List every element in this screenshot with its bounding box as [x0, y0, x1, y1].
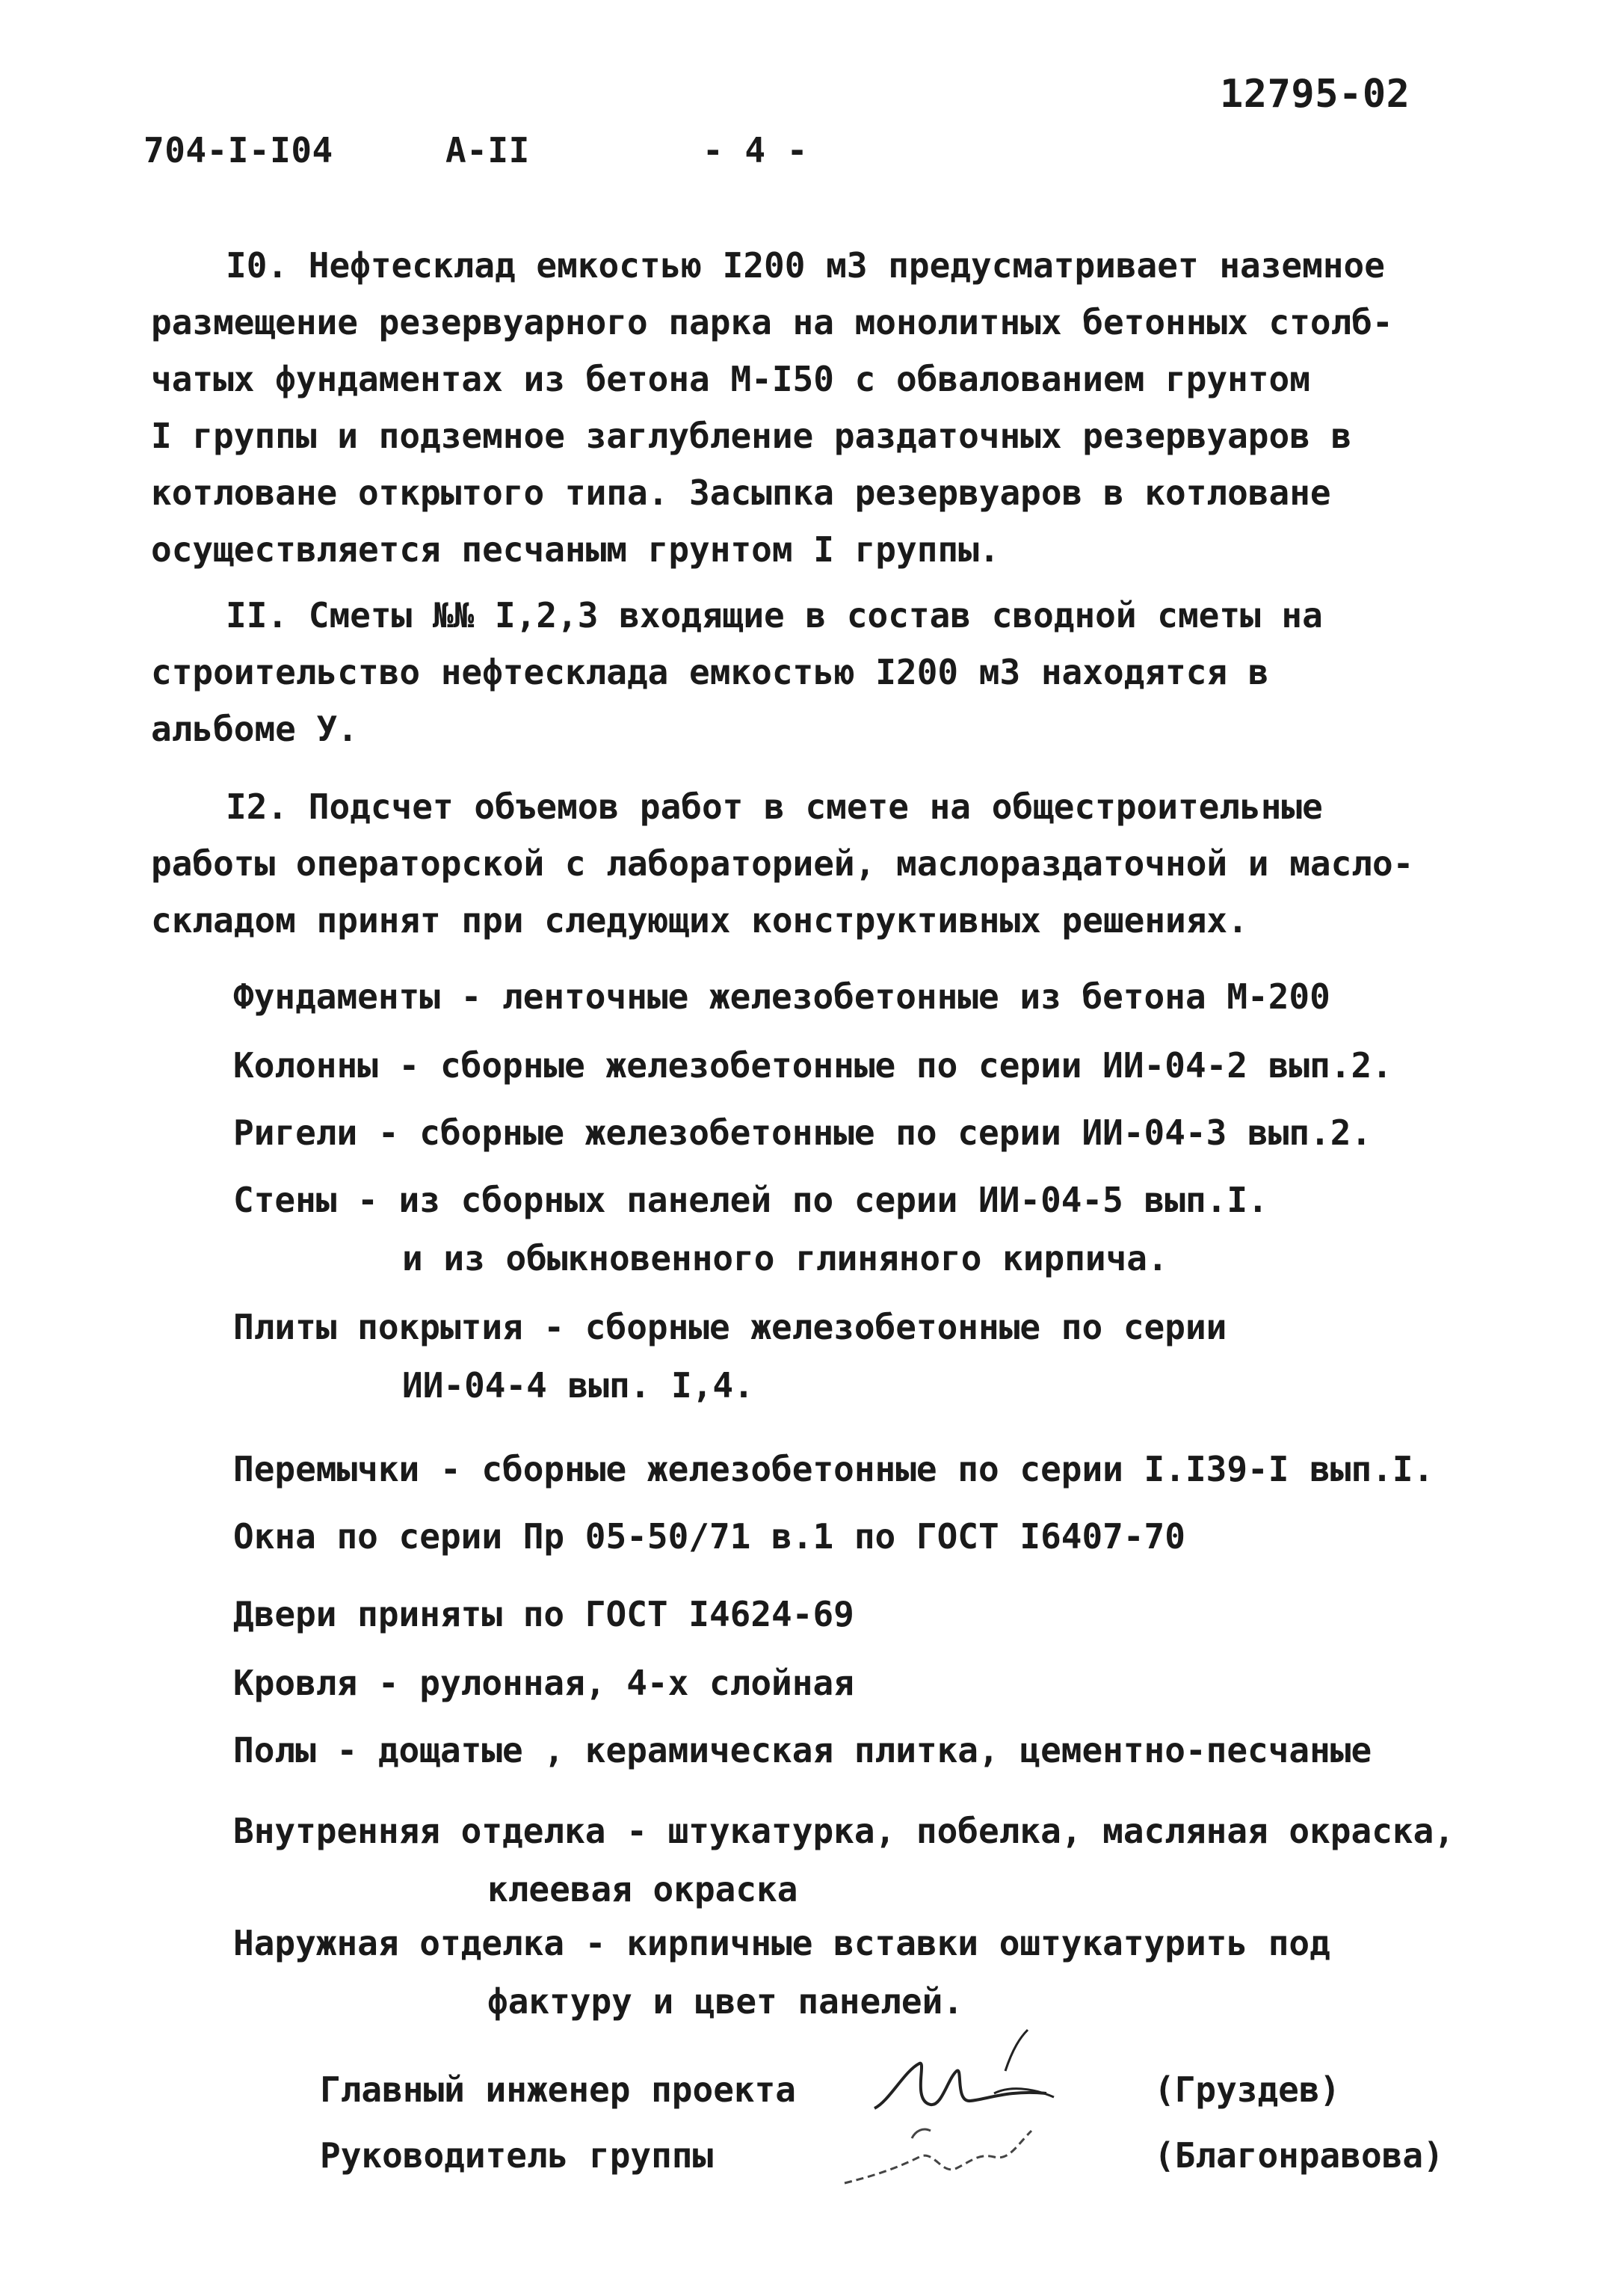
para12-line-1: I2. Подсчет объемов работ в смете на общестроительные	[226, 787, 1323, 827]
item-exterior-finish: Наружная отделка - кирпичные вставки оштукатурить под	[233, 1923, 1330, 1963]
item-walls-cont: и из обыкновенного глиняного кирпича.	[402, 1238, 1168, 1278]
item-slabs-cont: ИИ-04-4 вып. I,4.	[402, 1365, 754, 1406]
page-number: - 4 -	[703, 130, 808, 170]
item-girders: Ригели - сборные железобетонные по серии ИИ-04-3 вып.2.	[233, 1112, 1372, 1153]
group-leader-name: (Благонравова)	[1154, 2135, 1444, 2176]
para11-line-3: альбоме У.	[151, 709, 358, 749]
item-interior-finish: Внутренняя отделка - штукатурка, побелка, масляная окраска,	[233, 1811, 1454, 1851]
para11-line-1: II. Сметы №№ I,2,3 входящие в состав сводной сметы на	[226, 595, 1323, 635]
group-leader-signature	[830, 2116, 1054, 2198]
group-leader-title: Руководитель группы	[320, 2135, 714, 2176]
chief-engineer-name: (Груздев)	[1154, 2069, 1341, 2110]
chief-engineer-title: Главный инженер проекта	[320, 2069, 796, 2110]
item-columns: Колонны - сборные железобетонные по серии ИИ-04-2 вып.2.	[233, 1045, 1392, 1086]
item-walls: Стены - из сборных панелей по серии ИИ-04-5 вып.I.	[233, 1180, 1268, 1220]
para10-line-1: I0. Нефтесклад емкостью I200 м3 предусматривает наземное	[226, 245, 1385, 286]
sheet-label: А-II	[445, 130, 530, 170]
item-interior-finish-cont: клеевая окраска	[487, 1869, 798, 1909]
doc-code: 704-I-I04	[144, 130, 333, 170]
para10-line-5: котловане открытого типа. Засыпка резервуаров в котловане	[151, 473, 1331, 513]
item-foundations: Фундаменты - ленточные железобетонные из бетона М-200	[233, 976, 1330, 1017]
para12-line-2: работы операторской с лабораторией, маслораздаточной и масло-	[151, 843, 1414, 884]
doc-number: 12795-02	[1220, 72, 1410, 117]
para10-line-3: чатых фундаментах из бетона М-I50 с обвалованием грунтом	[151, 359, 1310, 399]
para12-line-3: складом принят при следующих конструктивных решениях.	[151, 900, 1248, 941]
item-lintels: Перемычки - сборные железобетонные по серии I.I39-I вып.I.	[233, 1449, 1434, 1489]
para11-line-2: строительство нефтесклада емкостью I200 м3 находятся в	[151, 652, 1269, 692]
item-floors: Полы - дощатые , керамическая плитка, цементно-песчаные	[233, 1730, 1372, 1770]
item-windows: Окна по серии Пр 05-50/71 в.1 по ГОСТ I6407-70	[233, 1516, 1185, 1557]
chief-engineer-signature	[860, 2019, 1084, 2131]
para10-line-6: осуществляется песчаным грунтом I группы.	[151, 529, 1000, 570]
item-roof: Кровля - рулонная, 4-х слойная	[233, 1663, 854, 1703]
para10-line-2: размещение резервуарного парка на монолитных бетонных столб-	[151, 302, 1393, 342]
item-slabs: Плиты покрытия - сборные железобетонные по серии	[233, 1307, 1227, 1347]
item-doors: Двери приняты по ГОСТ I4624-69	[233, 1594, 854, 1634]
para10-line-4: I группы и подземное заглубление раздаточных резервуаров в	[151, 416, 1352, 456]
item-exterior-finish-cont: фактуру и цвет панелей.	[487, 1981, 963, 2022]
